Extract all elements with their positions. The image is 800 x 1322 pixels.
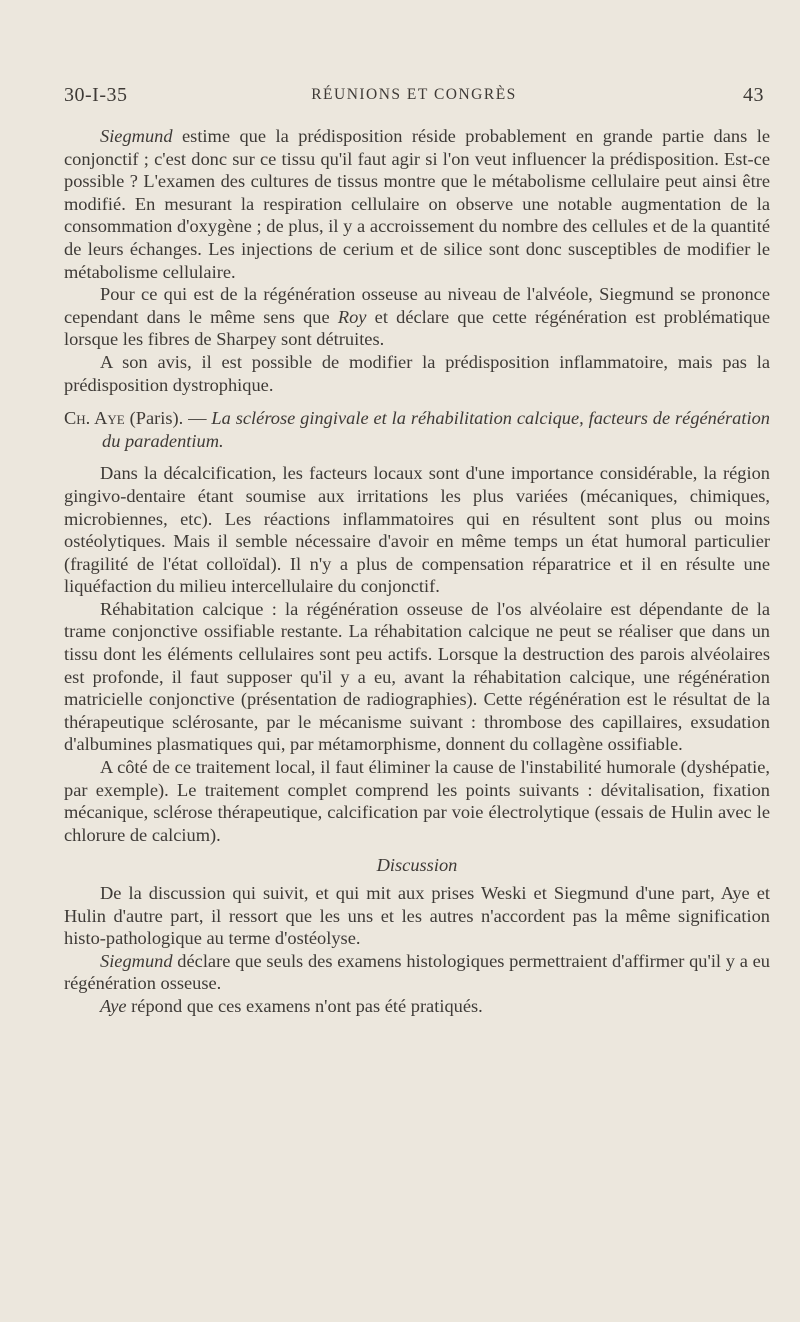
paragraph-7: De la discussion qui suivit, et qui mit aux prises Weski et Siegmund d'une part, Aye et Hulin d'autre part, il ressort que les uns et les autres n'accordent pas la même signification histo-pathologique au terme d'ostéolyse. [64, 883, 770, 949]
paragraph-text: déclare que seuls des examens histologiques permettraient d'affirmer qu'il y a eu régénération osseuse. [64, 950, 771, 994]
cited-name: Roy [337, 306, 367, 327]
header-section-title: RÉUNIONS ET CONGRÈS [311, 86, 517, 103]
discussion-heading: Discussion [376, 855, 458, 876]
paragraph-5: Réhabitation calcique : la régénération osseuse de l'os alvéolaire est dépendante de la trame conjonctive ossifiable restante. La réhabitation calcique ne peut se réaliser que dans un tissu dont les éléments cellulaires sont peu actifs. Lorsque la destruction des parois alvéolaires est profonde, il faut supposer qu'il y a eu, avant la réhabitation calcique, une régénération matricielle conjonctive (présentation de radiographies). Cette régénération est le résultat de la thérapeutique sclérosante, par le mécanisme suivant : thrombose des capillaires, exsudation d'albumines plasmatiques qui, par métamorphisme, donnent du collagène ossifiable. [64, 598, 770, 755]
paragraph-text: répond que ces examens n'ont pas été pratiqués. [131, 995, 483, 1016]
paragraph-8 [64, 950, 770, 995]
running-header [64, 84, 764, 112]
speaker-name: Aye [100, 995, 127, 1016]
article-body [64, 125, 770, 1018]
paragraph-text: Pour ce qui est de la régénération osseuse au niveau de l'alvéole, Siegmund se prononce cependant dans le même sens que [64, 284, 770, 327]
paragraph-text: et déclare que cette régénération est problématique lorsque les fibres de Sharpey sont détruites. [64, 306, 770, 350]
communication-heading [64, 407, 770, 452]
paragraph-2 [64, 283, 770, 351]
paragraph-6: A côté de ce traitement local, il faut éliminer la cause de l'instabilité humorale (dyshépatie, par exemple). Le traitement complet comprend les points suivants : dévitalisation, fixation mécanique, sclérose thérapeutique, calcification par voie électrolytique (essais de Hulin avec le chlorure de calcium). [64, 757, 770, 845]
paragraph-1 [64, 125, 770, 283]
paragraph-4: Dans la décalcification, les facteurs locaux sont d'une importance considérable, la région gingivo-dentaire étant soumise aux irritations les plus variées (mécaniques, chimiques, microbiennes, etc). Les réactions inflammatoires qui en résultent sont plus ou moins ostéolytiques. Mais il semble nécessaire d'avoir en même temps un état humoral particulier (fragilité de l'état colloïdal). Il n'y a plus de compensation réparatrice et il en résulte une liquéfaction du milieu intercellulaire du conjonctif. [64, 463, 770, 597]
paragraph-3: A son avis, il est possible de modifier la prédisposition inflammatoire, mais pas la prédisposition dystrophique. [64, 351, 770, 395]
speaker-name: Siegmund [100, 126, 173, 146]
speaker-name: Siegmund [100, 950, 173, 971]
paragraph-text: estime que la prédisposition réside probablement en grande partie dans le conjonctif ; c'est donc sur ce tissu qu'il faut agir si l'on veut influencer la prédisposition. Est-ce possible ? L'examen des cultures de tissus montre que le métabolisme cellulaire peut ainsi être modifié. En mesurant la respiration cellulaire on observe une notable augmentation de la consommation d'oxygène ; de plus, il y a accroissement du nombre des cellules et de la quantité de leurs échanges. Les injections de cerium et de silice sont donc susceptibles de modifier le métabolisme cellulaire. [64, 126, 770, 282]
author-place: (Paris). — [129, 408, 207, 429]
header-date: 30-I-35 [64, 84, 128, 106]
communication-title: La sclérose gingivale et la réhabilitation calcique, facteurs de régénération du paradentium. [102, 408, 770, 451]
author-name: Ch. Aye [64, 408, 125, 429]
page-number: 43 [743, 84, 764, 106]
paragraph-9 [64, 995, 770, 1018]
